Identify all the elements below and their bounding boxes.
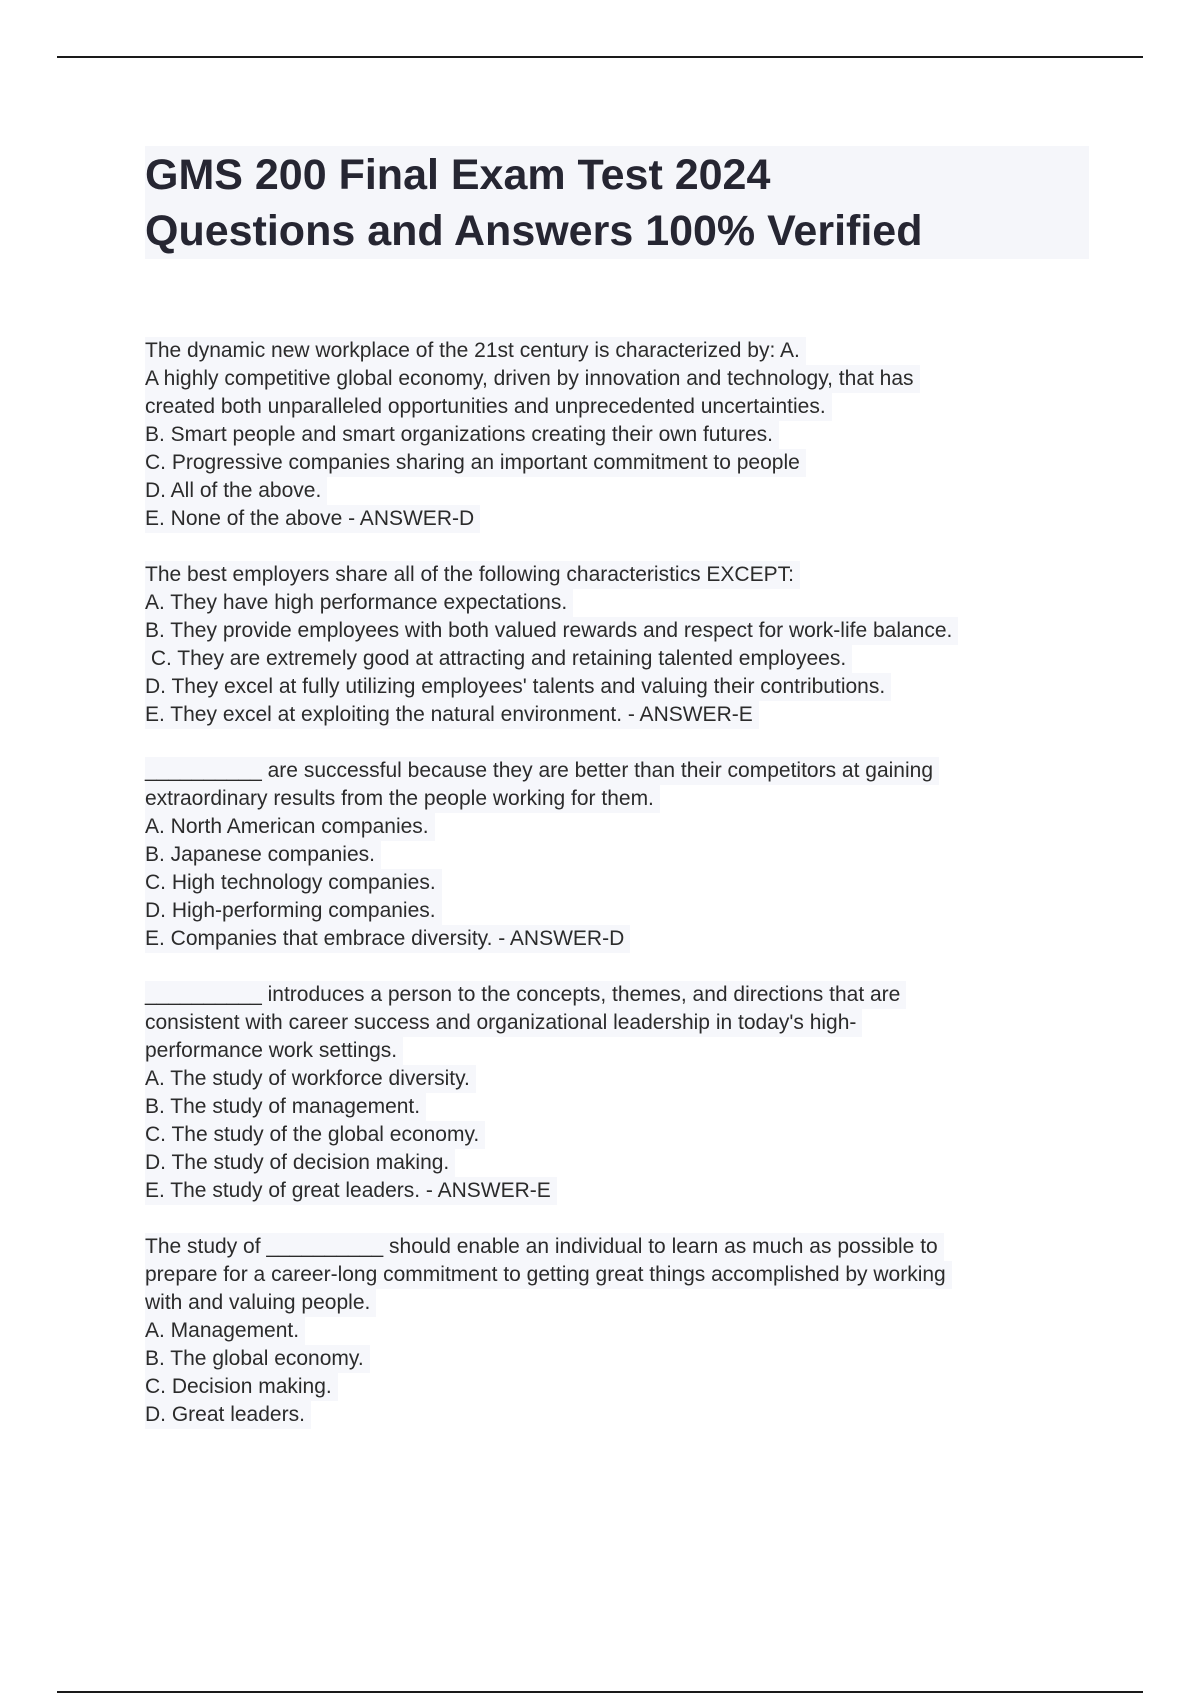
option-e-answer: E. Companies that embrace diversity. - ANSWER-D bbox=[145, 925, 630, 953]
question-line: The best employers share all of the following characteristics EXCEPT: bbox=[145, 561, 800, 589]
option-b: B. They provide employees with both valued rewards and respect for work-life balance. bbox=[145, 617, 958, 645]
footer-rule bbox=[57, 1691, 1143, 1693]
question-2 bbox=[145, 561, 1075, 729]
question-4 bbox=[145, 981, 1075, 1205]
question-line: with and valuing people. bbox=[145, 1289, 376, 1317]
document-title bbox=[145, 146, 1089, 259]
option-b: B. Smart people and smart organizations creating their own futures. bbox=[145, 421, 779, 449]
option-e-answer: E. They excel at exploiting the natural environment. - ANSWER-E bbox=[145, 701, 759, 729]
option-a: A. Management. bbox=[145, 1317, 305, 1345]
option-b: B. The global economy. bbox=[145, 1345, 370, 1373]
question-line: performance work settings. bbox=[145, 1037, 403, 1065]
question-3 bbox=[145, 757, 1075, 953]
option-a: A. The study of workforce diversity. bbox=[145, 1065, 476, 1093]
option-c: C. Progressive companies sharing an important commitment to people bbox=[145, 449, 806, 477]
option-d: D. They excel at fully utilizing employees' talents and valuing their contributions. bbox=[145, 673, 891, 701]
question-line: __________ introduces a person to the concepts, themes, and directions that are bbox=[145, 981, 906, 1009]
question-line: prepare for a career-long commitment to getting great things accomplished by working bbox=[145, 1261, 952, 1289]
option-c: C. Decision making. bbox=[145, 1373, 338, 1401]
header-rule bbox=[57, 56, 1143, 58]
option-d: D. All of the above. bbox=[145, 477, 327, 505]
question-1 bbox=[145, 337, 1075, 533]
option-c: C. They are extremely good at attracting and retaining talented employees. bbox=[145, 645, 852, 673]
question-line: created both unparalleled opportunities and unprecedented uncertainties. bbox=[145, 393, 832, 421]
question-line: A highly competitive global economy, driven by innovation and technology, that has bbox=[145, 365, 920, 393]
question-line: __________ are successful because they are better than their competitors at gaining bbox=[145, 757, 939, 785]
option-b: B. Japanese companies. bbox=[145, 841, 381, 869]
option-a: A. North American companies. bbox=[145, 813, 435, 841]
option-b: B. The study of management. bbox=[145, 1093, 426, 1121]
title-line-2: Questions and Answers 100% Verified bbox=[145, 207, 923, 255]
option-c: C. The study of the global economy. bbox=[145, 1121, 485, 1149]
question-line: The study of __________ should enable an individual to learn as much as possible to bbox=[145, 1233, 944, 1261]
option-a: A. They have high performance expectations. bbox=[145, 589, 573, 617]
option-d: D. Great leaders. bbox=[145, 1401, 311, 1429]
question-line: consistent with career success and organizational leadership in today's high- bbox=[145, 1009, 862, 1037]
question-line: extraordinary results from the people working for them. bbox=[145, 785, 660, 813]
option-e-answer: E. None of the above - ANSWER-D bbox=[145, 505, 480, 533]
option-d: D. The study of decision making. bbox=[145, 1149, 455, 1177]
option-e-answer: E. The study of great leaders. - ANSWER-E bbox=[145, 1177, 557, 1205]
option-d: D. High-performing companies. bbox=[145, 897, 442, 925]
questions-list bbox=[145, 337, 1075, 1457]
question-5 bbox=[145, 1233, 1075, 1429]
option-c: C. High technology companies. bbox=[145, 869, 442, 897]
title-line-1: GMS 200 Final Exam Test 2024 bbox=[145, 151, 771, 199]
question-line: The dynamic new workplace of the 21st century is characterized by: A. bbox=[145, 337, 806, 365]
